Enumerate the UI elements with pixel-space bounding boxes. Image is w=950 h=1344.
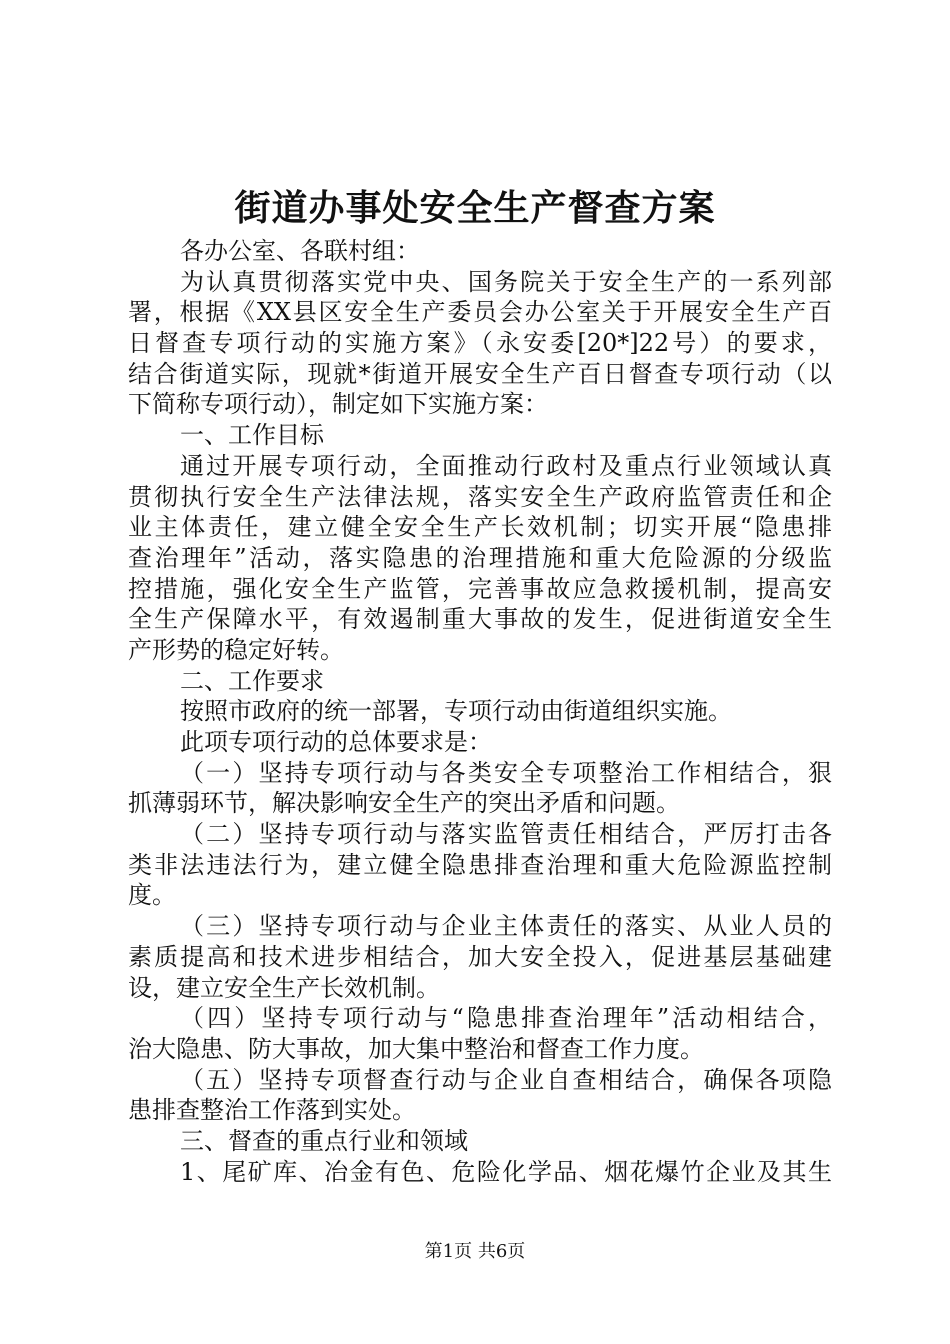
text-line: 全生产保障水平，有效遏制重大事故的发生，促进街道安全生: [128, 605, 832, 634]
page-footer: 第1页 共6页: [424, 1241, 526, 1262]
text-line: 1、尾矿库、冶金有色、危险化学品、烟花爆竹企业及其生: [180, 1157, 832, 1186]
text-line: （二）坚持专项行动与落实监管责任相结合，严厉打击各: [180, 820, 832, 849]
text-line: 设，建立安全生产长效机制。: [128, 973, 440, 1002]
document-title: 街道办事处安全生产督查方案: [234, 187, 716, 229]
text-line: 一、工作目标: [180, 421, 324, 450]
text-line: 贯彻执行安全生产法律法规，落实安全生产政府监管责任和企: [128, 482, 832, 511]
text-line: 结合街道实际，现就*街道开展安全生产百日督查专项行动（以: [128, 359, 832, 388]
text-line: 产形势的稳定好转。: [128, 635, 344, 664]
text-line: 度。: [128, 881, 176, 910]
text-line: 查治理年”活动，落实隐患的治理措施和重大危险源的分级监: [128, 543, 832, 572]
text-line: 下简称专项行动），制定如下实施方案：: [128, 390, 548, 419]
text-line: （三）坚持专项行动与企业主体责任的落实、从业人员的: [180, 912, 832, 941]
text-line: （一）坚持专项行动与各类安全专项整治工作相结合，狠: [180, 758, 832, 787]
text-line: 此项专项行动的总体要求是：: [180, 728, 492, 756]
text-line: 通过开展专项行动，全面推动行政村及重点行业领域认真: [180, 451, 832, 480]
text-line: 署，根据《XX县区安全生产委员会办公室关于开展安全生产百: [128, 298, 832, 327]
text-line: 各办公室、各联村组：: [180, 237, 420, 265]
text-line: 患排查整治工作落到实处。: [128, 1096, 416, 1125]
text-line: 素质提高和技术进步相结合，加大安全投入，促进基层基础建: [128, 942, 832, 971]
text-line: 按照市政府的统一部署，专项行动由街道组织实施。: [180, 697, 732, 726]
text-line: 日督查专项行动的实施方案》（永安委[20*]22号）的要求，: [128, 329, 832, 358]
text-line: 治大隐患、防大事故，加大集中整治和督查工作力度。: [128, 1034, 704, 1063]
text-line: 三、督查的重点行业和领域: [180, 1126, 468, 1155]
document-body: [128, 236, 832, 1187]
text-line: 为认真贯彻落实党中央、国务院关于安全生产的一系列部: [180, 267, 832, 296]
text-line: 抓薄弱环节，解决影响安全生产的突出矛盾和问题。: [128, 789, 680, 818]
text-line: （五）坚持专项督查行动与企业自查相结合，确保各项隐: [180, 1065, 832, 1094]
text-line: 类非法违法行为，建立健全隐患排查治理和重大危险源监控制: [128, 850, 832, 879]
text-line: 控措施，强化安全生产监管，完善事故应急救援机制，提高安: [128, 574, 832, 603]
text-line: 二、工作要求: [180, 666, 324, 695]
text-line: （四）坚持专项行动与“隐患排查治理年”活动相结合，: [180, 1004, 832, 1033]
text-line: 业主体责任，建立健全安全生产长效机制；切实开展“隐患排: [128, 513, 832, 542]
